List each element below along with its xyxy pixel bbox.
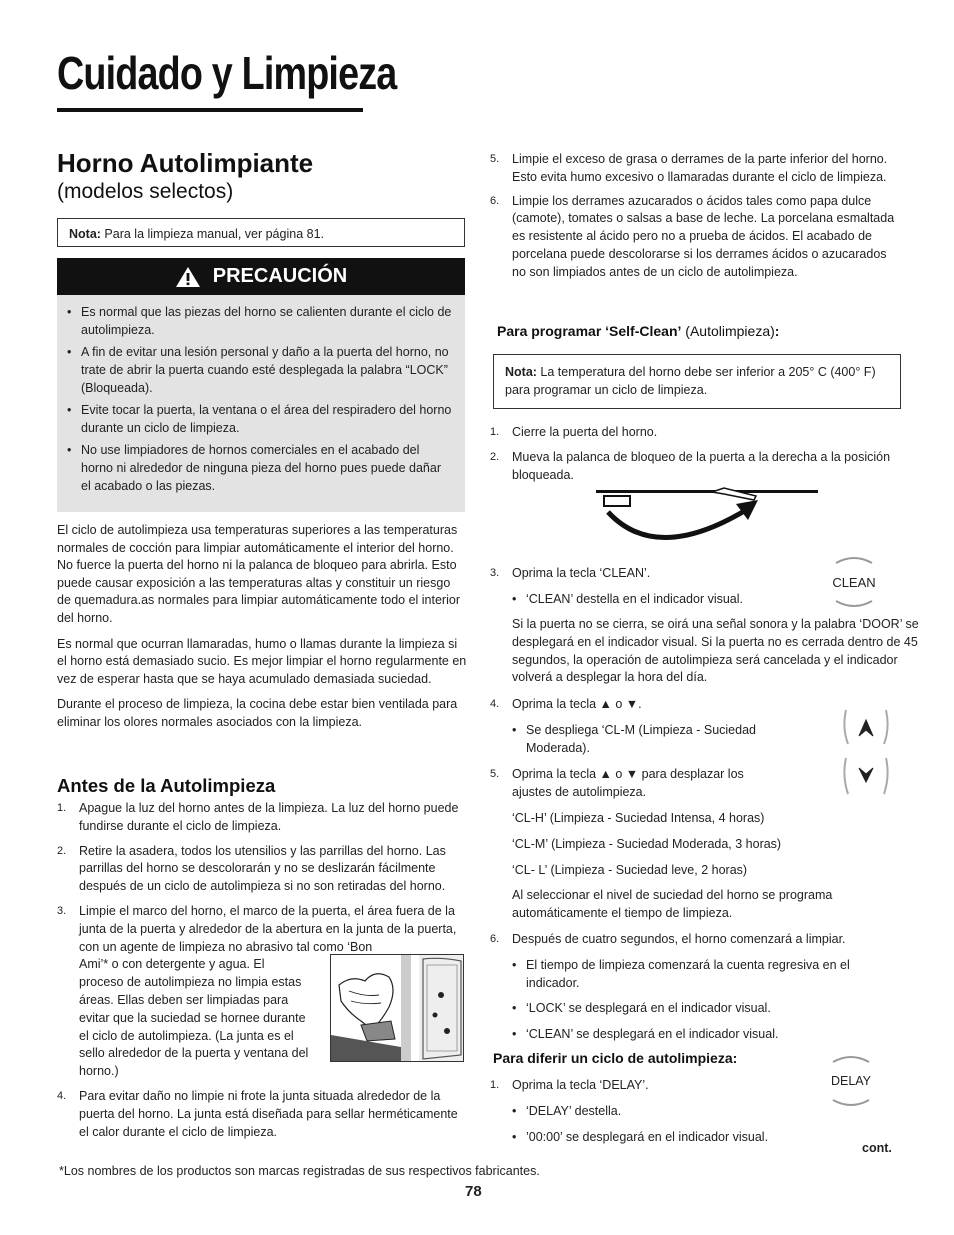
page-number: 78 bbox=[465, 1183, 482, 1200]
list-item: 5. Oprima la tecla ▲ o ▼ para desplazar los ajustes de autolimpieza. bbox=[490, 767, 744, 799]
intro-paragraph: Es normal que ocurran llamaradas, humo o llamas durante la limpieza si el horno está demasiado sucio. Es mejor limpiar el horno regularmente en vez de esperar hasta que se haya acumulado demasiada suciedad. bbox=[57, 636, 467, 686]
page-title: Cuidado y Limpieza bbox=[57, 47, 397, 99]
note-temperature bbox=[493, 354, 901, 409]
list-item: 3. Limpie el marco del horno, el marco de la puerta, el área fuera de la junta de la puerta y alrededor de la abertura en la junta de la puerta, con un agente de limpieza no abrasivo tal como ‘Bon Ami’* o con detergente y agua. El proceso de autolimpieza no limpia estas áreas. Ellas deben ser limpiadas para evitar que la suciedad se hornee durante el ciclo de autolimpieza. (La junta es el sello alrededor de la puerta y ventana del horno.) bbox=[57, 903, 457, 1079]
clean-key[interactable] bbox=[822, 555, 886, 609]
note-manual-cleaning bbox=[57, 218, 465, 247]
intro-paragraph: Durante el proceso de limpieza, la cocina debe estar bien ventilada para eliminar los olores normales asociados con la limpieza. bbox=[57, 697, 458, 729]
program-step-4 bbox=[490, 696, 830, 757]
lock-lever-illustration bbox=[596, 486, 820, 554]
list-item: 1. Oprima la tecla ‘DELAY’. bbox=[490, 1078, 649, 1092]
program-step-5 bbox=[490, 766, 780, 802]
list-item: 2. Mueva la palanca de bloqueo de la puerta a la derecha a la posición bloqueada. bbox=[490, 449, 891, 482]
list-item: 1. Cierre la puerta del horno. bbox=[490, 425, 658, 439]
clean-level: ‘CL-H’ (Limpieza - Suciedad Intensa, 4 horas) bbox=[512, 811, 765, 825]
delay-steps bbox=[490, 1077, 830, 1146]
program-step-6 bbox=[490, 931, 902, 1044]
note-label: Nota: bbox=[505, 365, 537, 379]
program-heading: Para programar ‘Self-Clean’ (Autolimpieza): bbox=[497, 323, 780, 339]
list-item: 2. Retire la asadera, todos los utensilios y las parrillas del horno. Las parrillas del horno se descolorarán y no se deslizarán fácilmente después de un ciclo de autolimpieza si no son retiradas del horno. bbox=[57, 843, 446, 894]
delay-key[interactable] bbox=[819, 1054, 883, 1108]
list-item: 4. Oprima la tecla ▲ o ▼. bbox=[490, 697, 642, 711]
list-item: 4. Para evitar daño no limpie ni frote la junta situada alrededor de la puerta del horno. La junta está diseñada para sellar herméticamente el calor durante el ciclo de limpieza. bbox=[57, 1088, 458, 1139]
list-item: • ‘LOCK’ se desplegará en el indicador visual. bbox=[490, 1000, 902, 1018]
list-item: 5. Limpie el exceso de grasa o derrames de la parte inferior del horno. Esto evita humo excesivo o llamaradas durante el ciclo de limpieza. bbox=[490, 152, 888, 184]
clean-levels bbox=[490, 810, 902, 923]
down-arrow-icon bbox=[838, 752, 894, 800]
program-steps-1-2 bbox=[490, 424, 902, 484]
delay-key-label: DELAY bbox=[830, 1074, 872, 1088]
caution-item: • Es normal que las piezas del horno se calienten durante el ciclo de autolimpieza. bbox=[67, 303, 453, 339]
program-step-3 bbox=[490, 565, 830, 617]
caution-item: • Evite tocar la puerta, la ventana o el área del respiradero del horno durante un ciclo de limpieza. bbox=[67, 401, 453, 437]
list-item: 6. Limpie los derrames azucarados o ácidos tales como papa dulce (camote), tomates o salsas a base de leche. La porcelana esmaltada es resistente al ácido pero no a prueba de ácidos. El acabado de porcelana puede descolorarse si los derrames ácidos o azucarados no son limpiados antes de un ciclo de autolimpieza. bbox=[490, 193, 895, 279]
list-item: • Se despliega ‘CL-M (Limpieza - Suciedad Moderada). bbox=[490, 722, 776, 758]
list-item: 1. Apague la luz del horno antes de la limpieza. La luz del horno puede fundirse durante el ciclo de limpieza. bbox=[57, 801, 459, 833]
intro-text bbox=[57, 522, 467, 732]
section-title: Horno Autolimpiante bbox=[57, 148, 314, 178]
down-arrow-key[interactable] bbox=[838, 752, 894, 800]
note-text: Para la limpieza manual, ver página 81. bbox=[100, 227, 324, 241]
warning-icon bbox=[175, 266, 201, 288]
section-subtitle: (modelos selectos) bbox=[57, 180, 234, 203]
intro-paragraph: El ciclo de autolimpieza usa temperaturas superiores a las temperaturas normales de cocción para limpiar automáticamente el interior del horno. No fuerce la puerta del horno ni la palanca de bloqueo para abrirla. Esto puede causar exposición a las temperaturas altas y constituir un riesgo de quemadura.as normales para limpiar automáticamente todo el interior del horno. bbox=[57, 523, 460, 625]
continued-marker: cont. bbox=[862, 1141, 892, 1155]
caution-item: • No use limpiadores de hornos comerciales en el acabado del horno ni alrededor de ninguna pieza del horno pues puede dañar el acabado o las piezas. bbox=[67, 441, 453, 495]
list-item: • ‘CLEAN’ destella en el indicador visual. bbox=[490, 591, 830, 609]
caution-header bbox=[57, 258, 465, 295]
caution-body bbox=[57, 295, 465, 512]
door-warning-paragraph: Si la puerta no se cierra, se oirá una señal sonora y la palabra ‘DOOR’ se desplegará en el indicador visual. Si la puerta no es cerrada dentro de 45 segundos, la operación de autolimpieza será cancelada y el indicador volverá a desplegar la hora del día. bbox=[512, 617, 919, 685]
oven-door-illustration bbox=[330, 954, 464, 1062]
title-underline bbox=[57, 108, 363, 112]
list-item: • El tiempo de limpieza comenzará la cuenta regresiva en el indicador. bbox=[490, 957, 866, 993]
note-text: La temperatura del horno debe ser inferior a 205° C (400° F) para programar un ciclo de limpieza. bbox=[505, 365, 876, 397]
clean-level-note: Al seleccionar el nivel de suciedad del horno se programa automáticamente el tiempo de limpieza. bbox=[512, 888, 833, 921]
list-item: • ‘DELAY’ destella. bbox=[490, 1103, 830, 1121]
footnote: *Los nombres de los productos son marcas registradas de sus respectivos fabricantes. bbox=[59, 1164, 540, 1178]
up-arrow-icon bbox=[838, 704, 894, 750]
list-item: • ‘CLEAN’ se desplegará en el indicador visual. bbox=[490, 1026, 902, 1044]
delay-heading: Para diferir un ciclo de autolimpieza: bbox=[493, 1050, 738, 1066]
caution-item: • A fin de evitar una lesión personal y daño a la puerta del horno, no trate de abrir la puerta cuando esté desplegada la palabra “LOCK” (Bloqueada). bbox=[67, 343, 453, 397]
note-label: Nota: bbox=[69, 227, 101, 241]
list-item: 6. Después de cuatro segundos, el horno comenzará a limpiar. bbox=[490, 932, 846, 946]
list-item: • ’00:00’ se desplegará en el indicador visual. bbox=[490, 1129, 830, 1147]
before-heading: Antes de la Autolimpieza bbox=[57, 775, 276, 796]
clean-level: ‘CL-M’ (Limpieza - Suciedad Moderada, 3 horas) bbox=[512, 836, 782, 851]
caution-heading: PRECAUCIÓN bbox=[212, 265, 348, 287]
right-steps-top bbox=[490, 151, 902, 282]
up-arrow-key[interactable] bbox=[838, 704, 894, 750]
clean-level: ‘CL- L’ (Limpieza - Suciedad leve, 2 horas) bbox=[512, 862, 748, 877]
clean-key-label: CLEAN bbox=[832, 574, 876, 590]
list-item: 3. Oprima la tecla ‘CLEAN’. bbox=[490, 566, 651, 580]
